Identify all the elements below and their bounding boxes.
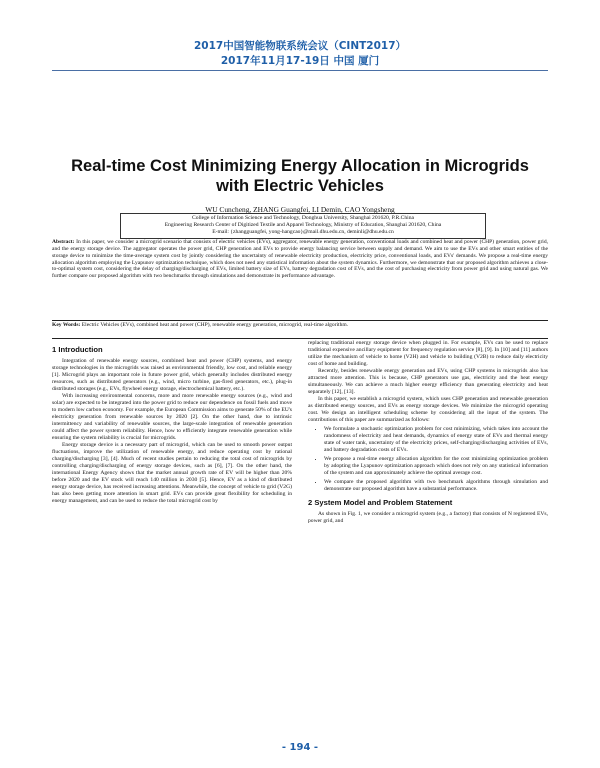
body-paragraph: As shown in Fig. 1, we consider a microgrid system (e.g., a factory) that consists of N registered EVs, power grid, and: [308, 511, 548, 524]
contribution-list: [308, 426, 548, 493]
body-paragraph: In this paper, we establish a microgrid system, which uses CHP generation and renewable generation as distributed energy sources, and EVs as energy storage devices. We minimize the microgrid operating cost. We design an intelligent scheduling scheme by considering all the input of the system. The contributions of this paper are summarized as follows:: [308, 396, 548, 423]
abstract-label: Abstract:: [52, 239, 75, 245]
contribution-item: • We formulate a stochastic optimization problem for cost minimizing, which takes into account the randomness of electricity and heat demands, dynamics of energy state of EVs and thermal energy state of water tank, uncertainty of the electricity prices, self-charging/discharging activities of EVs, and battery degradation costs of EVs.: [324, 426, 548, 454]
contribution-item: • We propose a real-time energy allocation algorithm for the cost minimizing optimization problem by adopting the Lyapunov optimization approach which does not rely on any statistical information of the system and can approximately achieve the optimal average cost.: [324, 456, 548, 477]
header-rule: [52, 70, 548, 71]
page-number: - 194 -: [281, 742, 319, 753]
keywords: [52, 322, 548, 329]
keywords-text: Electric Vehicles (EVs), combined heat and power (CHP), renewable energy generation, microgrid, real-time algorithm.: [81, 322, 349, 328]
affiliation-line: Engineering Research Center of Digitized Textile and Apparel Technology, Ministry of Education, Shanghai 201620, China: [164, 222, 442, 229]
email-line: E-mail: {zhangguangfei, yong-hangcao}@mail.dhu.edu.cn, deminli@dhu.edu.cn: [212, 229, 394, 236]
abstract-text: In this paper, we consider a microgrid scenario that consists of electric vehicles (EVs), aggregator, renewable energy generation, conventional loads and combined heat and power (CHP) generation, power grid, and the energy storage device. The aggregator operates the power grid, CHP generation and EVs to provide energy balancing service between supply and demand. We aim to use the EVs and other smart entities of the storage device to minimize the time-average system cost by jointly considering the uncertainty of renewable electricity production, electricity price, conventional loads, and EVs' demands. We propose a real-time energy allocation algorithm employing the Lyapunov optimization technique, which does not need any statistical information about the system dynamics. Furthermore, we demonstrate that our proposed algorithm achieves a close-to-optimal system cost, considering the delay of charging/discharging of EVs, limited battery size of EVs, battery degradation cost of EVs, and the cost of purchasing electricity from power grid and using natural gas. We further compare our proposed algorithm with two benchmarks through simulations and demonstrate its performance advantage.: [52, 239, 548, 280]
body-paragraph: replacing traditional energy storage device when plugged in. For example, EVs can be used to replace traditional expensive ancillary equipment for frequency regulation service [8], [9]. In [10] and [11] authors utilize the mechanism of vehicle to home (V2H) and vehicle to building (V2B) to reduce daily electricity cost of home and building.: [308, 340, 548, 367]
conference-header: 2017中国智能物联系统会议（CINT2017）: [193, 40, 406, 52]
body-paragraph: Integration of renewable energy sources, combined heat and power (CHP) systems, and energy storage technologies in the microgrids was raised as environmental friendly, low cost, and reliable energy [1]. Microgrid plays an important role in future power grid, which generally includes distributed energy resources, such as distributed generators (e.g., wind, micro turbine, gas-fired generators, etc.), plug-in distributed storages (e.g., EVs, flywheel energy storage, electrochemical battery, etc.).: [52, 358, 292, 392]
conference-date-location: 2017年11月17-19日 中国 厦门: [220, 55, 380, 67]
affiliation-line: College of Information Science and Technology, Donghua University, Shanghai 201620, P.R.China: [191, 215, 415, 221]
left-column: [52, 340, 292, 505]
body-paragraph: Energy storage device is a necessary part of microgrid, which can be used to smooth power output fluctuations, improve the utilization of renewable energy, and reduce operating cost by rational charging/discharging [3], [4]. Much of recent studies pertain to reducing the total cost of microgrids by controlling charging/discharging of energy storage devices, such as [6], [7]. On the other hand, the international Energy Agency shows that the market annual growth rate of EV will be higher than 20% before 2020 and the EV stock will reach 140 million in 2030 [5]. Hence, EV as a kind of distributed energy storage device, has received increasing attentions. Meanwhile, the concept of vehicle to grid (V2G) has also been getting more attention in smart grid. EVs can provide great flexibility for scheduling in energy management, and can be used to reduce the total microgrid cost by: [52, 442, 292, 504]
author-list: WU Cuncheng, ZHANG Guangfei, LI Demin, CAO Yongsheng: [205, 205, 395, 214]
body-paragraph: With increasing environmental concerns, more and more renewable energy sources (e.g., wind and solar) are expected to be integrated into the power grid to reduce our dependence on fossil fuels and move to modern low carbon economy. For example, the European Commission aims to generate 50% of the EU's electricity generation from renewable sources by 2020 [2]. On the other hand, due to intrinsic intermittency and variability of renewable sources, the large-scale integration of renewable generation could affect the power system reliability. Hence, how to efficiently integrate renewable generation while ensuring the system reliability is crucial for microgrids.: [52, 393, 292, 441]
intro-heading: 1 Introduction: [52, 345, 103, 354]
body-paragraph: Recently, besides renewable energy generation and EVs, using CHP systems in microgrids also has attracted more attention. This is because, CHP generators use gas, electricity and the heat energy simultaneously. We can achieve a much higher energy efficiency than generating electricity and heat separately [12], [13].: [308, 368, 548, 395]
contribution-item: • We compare the proposed algorithm with two benchmark algorithms through simulation and demonstrate our proposed algorithm have a substantial performance.: [324, 479, 548, 493]
right-column: [308, 340, 548, 525]
affiliation-box: [120, 213, 486, 239]
keywords-label: Key Words:: [52, 322, 81, 328]
paper-title: Real-time Cost Minimizing Energy Allocation in Microgrids with Electric Vehicles: [71, 157, 529, 195]
abstract-rule-top: [52, 320, 548, 321]
abstract-rule-bottom: [52, 338, 548, 339]
abstract: [52, 239, 548, 280]
system-model-heading: 2 System Model and Problem Statement: [308, 498, 453, 507]
